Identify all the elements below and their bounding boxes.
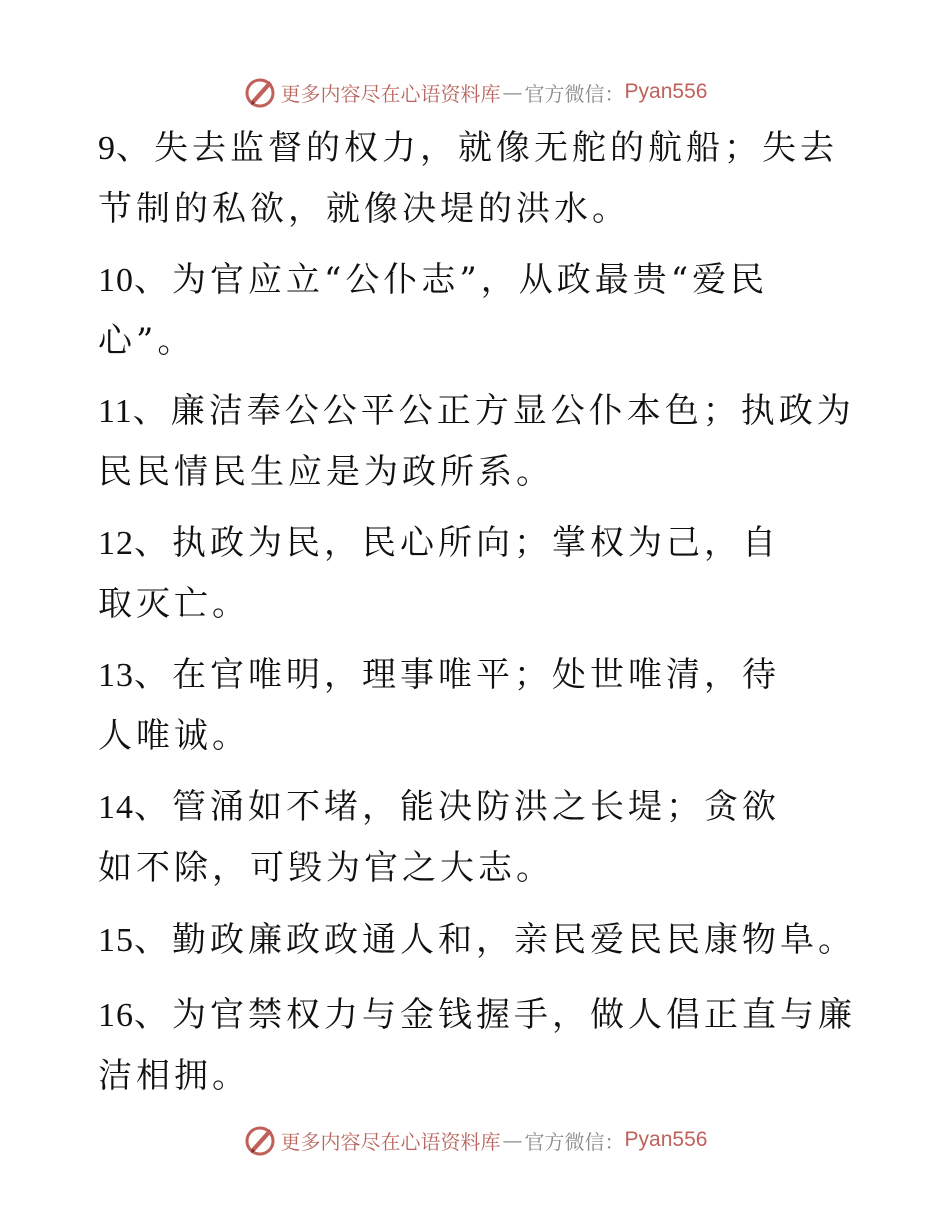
- item-number: 10: [98, 262, 134, 299]
- footer-wechat-id: Pyan556: [624, 1128, 708, 1151]
- header-wechat-id: Pyan556: [624, 80, 708, 103]
- footer-banner: [0, 1120, 950, 1160]
- header-site-text: 更多内容尽在心语资料库: [280, 81, 501, 106]
- list-item: [98, 118, 858, 239]
- quill-logo-icon: [243, 75, 277, 109]
- list-item: [98, 250, 788, 371]
- item-text: 、失去监督的权力，就像无舵的航船；失去节制的私欲，就像决堤的洪水。: [98, 128, 838, 229]
- item-text: 、管涌如不堵，能决防洪之长堤；贪欲如不除，可毁为官之大志。: [98, 787, 780, 888]
- header-banner: [0, 72, 950, 112]
- header-wechat-label: 官方微信：: [524, 81, 625, 106]
- item-number: 16: [98, 997, 134, 1034]
- list-item: [98, 777, 798, 898]
- list-item: [98, 985, 858, 1106]
- item-number: 9: [98, 130, 116, 167]
- item-number: 13: [98, 657, 134, 694]
- item-number: 12: [98, 525, 134, 562]
- list-item: [98, 910, 858, 971]
- item-text: 、执政为民，民心所向；掌权为己，自取灭亡。: [98, 523, 780, 624]
- item-number: 11: [98, 393, 133, 430]
- list-item: [98, 513, 798, 634]
- item-text: 、为官应立“公仆志”，从政最贵“爱民心”。: [98, 260, 769, 361]
- item-text: 、为官禁权力与金钱握手，做人倡正直与廉洁相拥。: [98, 995, 856, 1096]
- item-number: 15: [98, 922, 134, 959]
- list-item: [98, 645, 798, 766]
- quill-logo-icon: [243, 1123, 277, 1157]
- item-number: 14: [98, 789, 134, 826]
- item-text: 、在官唯明，理事唯平；处世唯清，待人唯诚。: [98, 655, 780, 756]
- footer-separator: —: [502, 1128, 523, 1152]
- item-text: 、廉洁奉公公平公正方显公仆本色；执政为民民情民生应是为政所系。: [98, 391, 855, 492]
- list-item: [98, 381, 858, 502]
- header-separator: —: [502, 80, 523, 104]
- item-text: 、勤政廉政政通人和，亲民爱民民康物阜。: [134, 920, 856, 960]
- footer-site-text: 更多内容尽在心语资料库: [280, 1129, 501, 1154]
- footer-wechat-label: 官方微信：: [524, 1129, 625, 1154]
